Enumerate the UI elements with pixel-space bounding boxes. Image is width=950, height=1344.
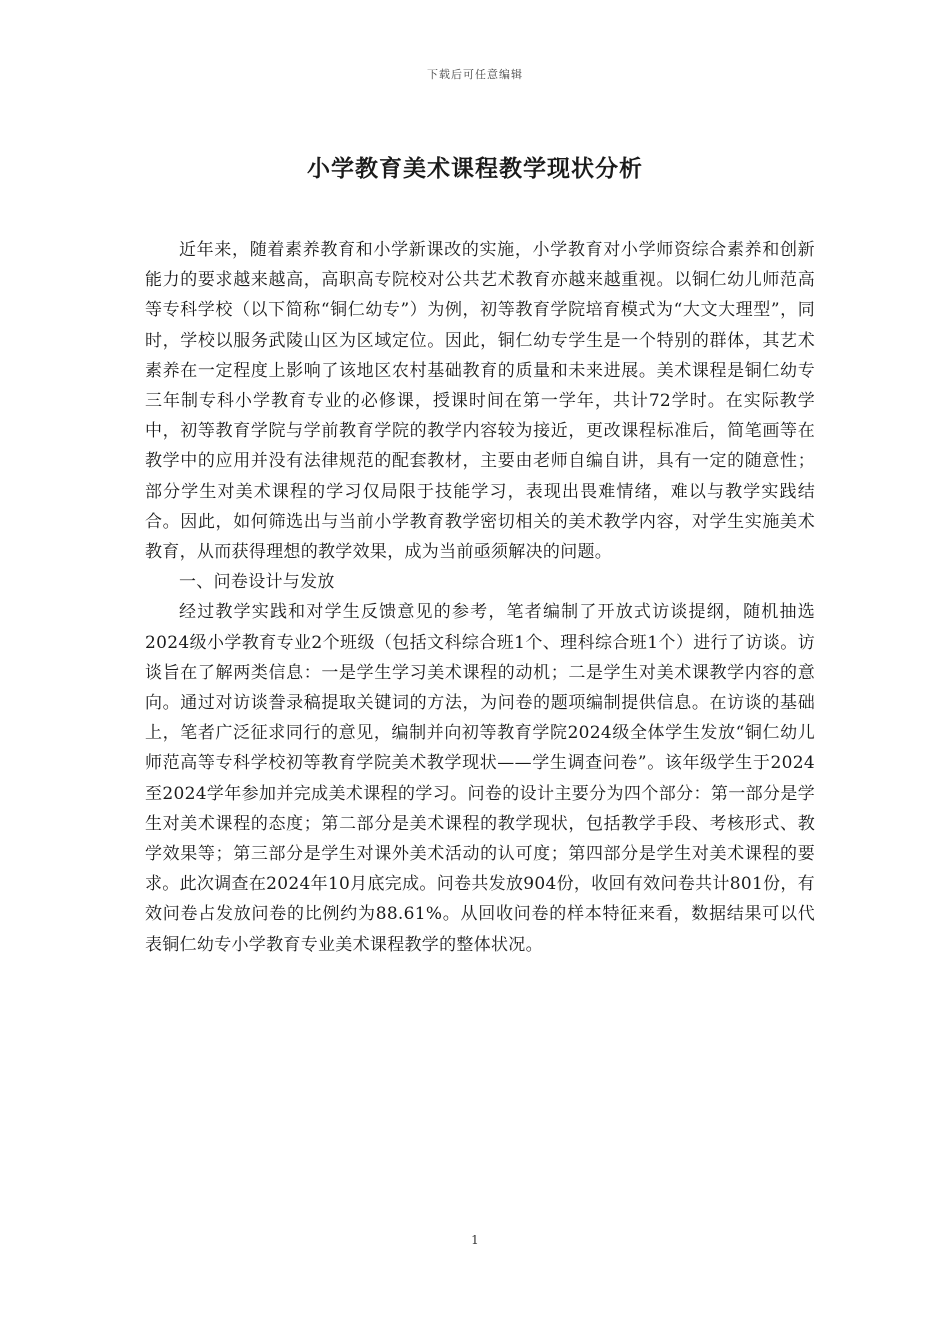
document-body <box>145 235 815 960</box>
document-title: 小学教育美术课程教学现状分析 <box>307 155 643 182</box>
paragraph-intro: 近年来，随着素养教育和小学新课改的实施，小学教育对小学师资综合素养和创新能力的要求越来越高，高职高专院校对公共艺术教育亦越来越重视。以铜仁幼儿师范高等专科学校（以下简称“铜仁幼专”）为例，初等教育学院培育模式为“大文大理型”，同时，学校以服务武陵山区为区域定位。因此，铜仁幼专学生是一个特别的群体，其艺术素养在一定程度上影响了该地区农村基础教育的质量和未来进展。美术课程是铜仁幼专三年制专科小学教育专业的必修课，授课时间在第一学年，共计72学时。在实际教学中，初等教育学院与学前教育学院的教学内容较为接近，更改课程标准后，简笔画等在教学中的应用并没有法律规范的配套教材，主要由老师自编自讲，具有一定的随意性；部分学生对美术课程的学习仅局限于技能学习，表现出畏难情绪，难以与教学实践结合。因此，如何筛选出与当前小学教育教学密切相关的美术教学内容，对学生实施美术教育，从而获得理想的教学效果，成为当前亟须解决的问题。 <box>145 240 815 563</box>
page-number: 1 <box>471 1233 479 1247</box>
paragraph-questionnaire: 经过教学实践和对学生反馈意见的参考，笔者编制了开放式访谈提纲，随机抽选2024级小学教育专业2个班级（包括文科综合班1个、理科综合班1个）进行了访谈。访谈旨在了解两类信息：一是学生学习美术课程的动机；二是学生对美术课教学内容的意向。通过对访谈誊录稿提取关键词的方法，为问卷的题项编制提供信息。在访谈的基础上，笔者广泛征求同行的意见，编制并向初等教育学院2024级全体学生发放“铜仁幼儿师范高等专科学校初等教育学院美术教学现状——学生调查问卷”。该年级学生于2024至2024学年参加并完成美术课程的学习。问卷的设计主要分为四个部分：第一部分是学生对美术课程的态度；第二部分是美术课程的教学现状，包括教学手段、考核形式、教学效果等；第三部分是学生对课外美术活动的认可度；第四部分是学生对美术课程的要求。此次调查在2024年10月底完成。问卷共发放904份，收回有效问卷共计801份，有效问卷占发放问卷的比例约为88.61%。从回收问卷的样本特征来看，数据结果可以代表铜仁幼专小学教育专业美术课程教学的整体状况。 <box>145 602 815 955</box>
header-note: 下载后可任意编辑 <box>427 68 523 81</box>
section-heading-questionnaire: 一、问卷设计与发放 <box>179 572 335 593</box>
